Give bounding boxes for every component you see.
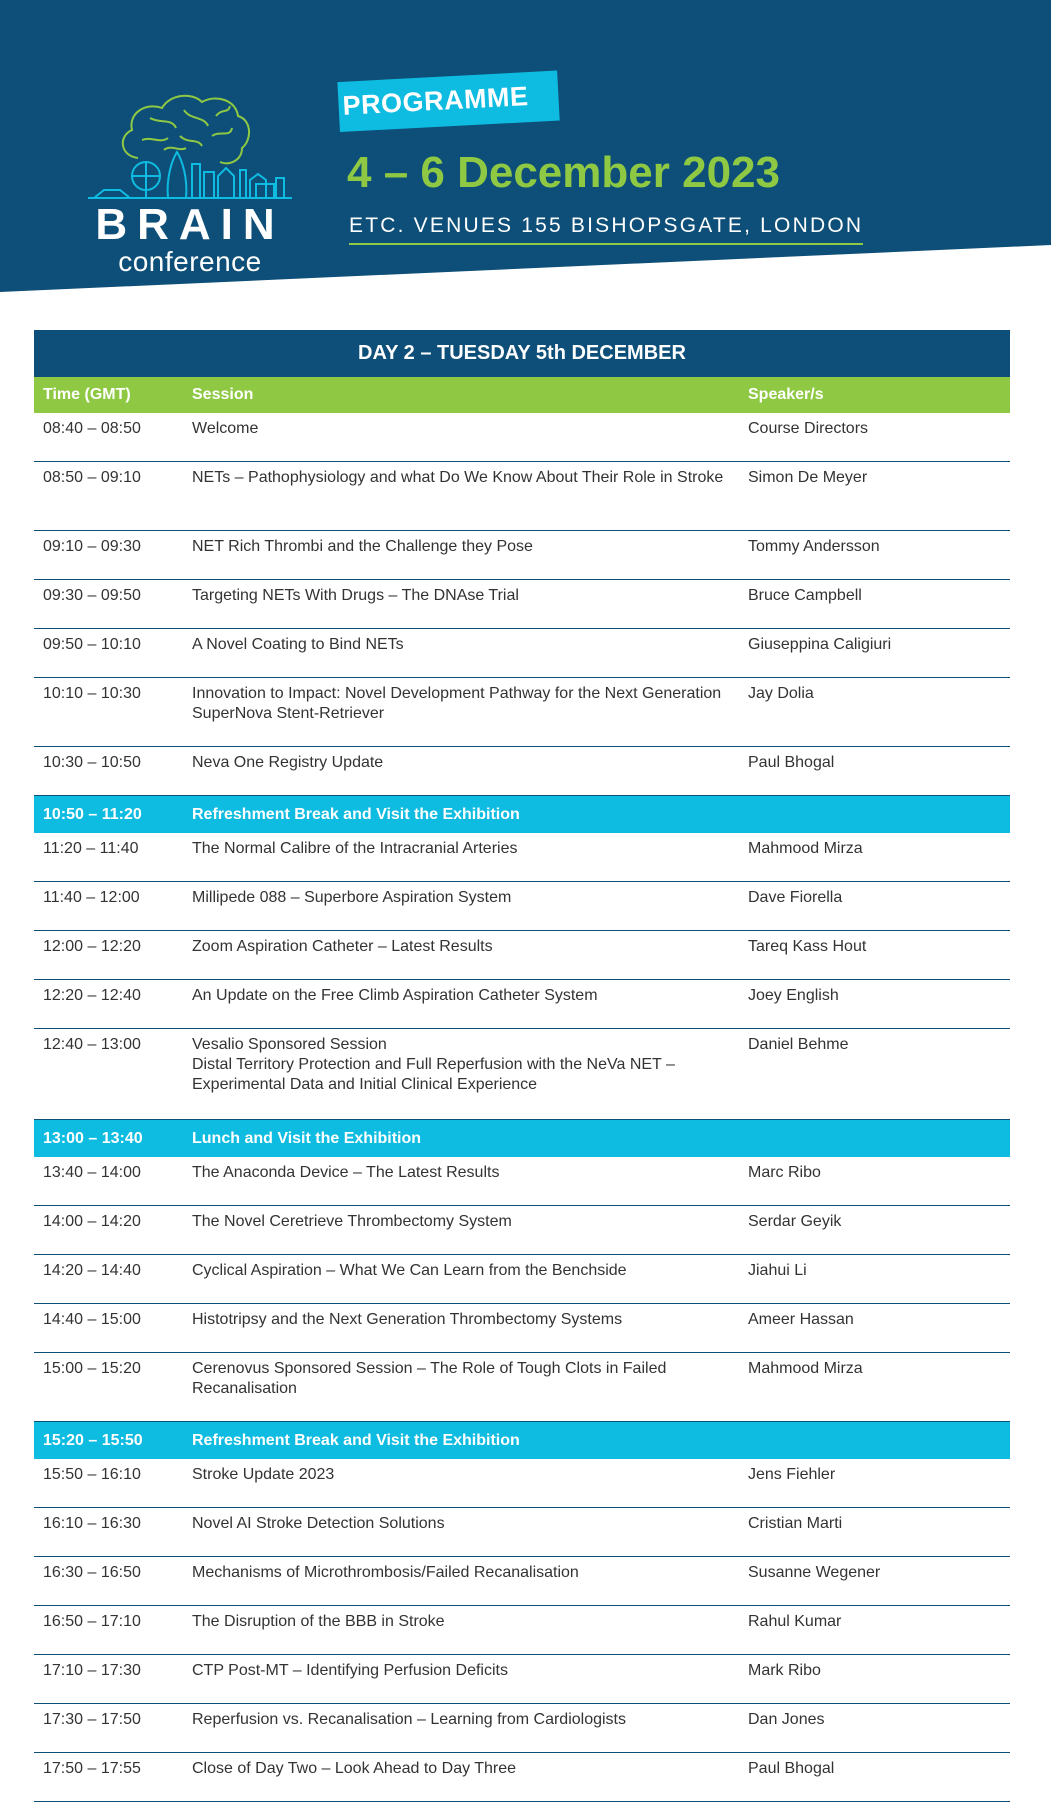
session-cell: The Novel Ceretrieve Thrombectomy System [192,1213,512,1230]
speaker-cell: Course Directors [748,420,869,437]
table-row [34,1353,1010,1422]
time-cell: 15:00 – 15:20 [43,1360,141,1377]
session-cell: Refreshment Break and Visit the Exhibition [192,1431,520,1449]
session-cell: Cerenovus Sponsored Session – The Role of Tough Clots in Failed Recanalisation [192,1360,667,1397]
speaker-cell: Mark Ribo [748,1662,821,1679]
session-cell: NETs – Pathophysiology and what Do We Know About Their Role in Stroke [192,469,724,486]
speaker-cell: Dan Jones [748,1711,825,1728]
time-cell: 14:00 – 14:20 [43,1213,141,1230]
table-row [34,1753,1010,1802]
table-row [34,1206,1010,1255]
event-venue: ETC. VENUES 155 BISHOPSGATE, LONDON [349,214,863,245]
session-cell: The Anaconda Device – The Latest Results [192,1164,500,1181]
logo-subtitle: conference [118,246,262,277]
speaker-cell: Marc Ribo [748,1164,821,1181]
session-cell: Mechanisms of Microthrombosis/Failed Recanalisation [192,1564,579,1581]
speaker-cell: Simon De Meyer [748,469,868,486]
speaker-cell: Mahmood Mirza [748,1360,863,1377]
session-cell: CTP Post-MT – Identifying Perfusion Deficits [192,1662,508,1679]
session-cell: Histotripsy and the Next Generation Thrombectomy Systems [192,1311,623,1328]
table-row [34,931,1010,980]
speaker-cell: Ameer Hassan [748,1311,854,1328]
session-cell: Close of Day Two – Look Ahead to Day Three [192,1760,517,1777]
speaker-cell: Paul Bhogal [748,754,835,771]
event-dates: 4 – 6 December 2023 [347,148,780,197]
session-cell: NET Rich Thrombi and the Challenge they Pose [192,538,533,555]
time-cell: 10:10 – 10:30 [43,685,141,702]
time-cell: 13:40 – 14:00 [43,1164,141,1181]
time-cell: 10:50 – 11:20 [43,805,142,823]
table-row [34,1304,1010,1353]
time-cell: 11:20 – 11:40 [43,840,139,857]
time-cell: 09:50 – 10:10 [43,636,141,653]
speaker-cell: Serdar Geyik [748,1213,842,1230]
session-cell: Lunch and Visit the Exhibition [192,1129,422,1147]
speaker-cell: Tommy Andersson [748,538,880,555]
table-row [34,1029,1010,1120]
time-cell: 14:20 – 14:40 [43,1262,141,1279]
time-cell: 08:50 – 09:10 [43,469,141,486]
table-row [34,1704,1010,1753]
table-row [34,1508,1010,1557]
session-cell: The Disruption of the BBB in Stroke [192,1613,445,1630]
time-cell: 11:40 – 12:00 [43,889,140,906]
programme-label: PROGRAMME [341,81,530,121]
header-time: Time (GMT) [43,386,131,403]
session-cell: Innovation to Impact: Novel Development Pathway for the Next Generation SuperNova Stent-Retriever [192,685,722,722]
table-body [34,413,1010,1802]
time-cell: 08:40 – 08:50 [43,420,141,437]
table-row [34,413,1010,462]
session-cell: Neva One Registry Update [192,754,384,771]
break-row [34,1120,1010,1157]
session-cell: Novel AI Stroke Detection Solutions [192,1515,445,1532]
session-cell: Zoom Aspiration Catheter – Latest Results [192,938,493,955]
time-cell: 17:30 – 17:50 [43,1711,141,1728]
time-cell: 09:30 – 09:50 [43,587,141,604]
speaker-cell: Jay Dolia [748,685,814,702]
speaker-cell: Joey English [748,987,839,1004]
brain-skyline-icon [80,88,300,213]
table-row [34,747,1010,796]
session-cell: Refreshment Break and Visit the Exhibition [192,805,520,823]
speaker-cell: Susanne Wegener [748,1564,881,1581]
time-cell: 16:10 – 16:30 [43,1515,141,1532]
header-speaker: Speaker/s [748,386,824,403]
time-cell: 16:50 – 17:10 [43,1613,141,1630]
time-cell: 12:20 – 12:40 [43,987,141,1004]
time-cell: 17:50 – 17:55 [43,1760,141,1777]
speaker-cell: Mahmood Mirza [748,840,863,857]
time-cell: 15:50 – 16:10 [43,1466,141,1483]
time-cell: 16:30 – 16:50 [43,1564,141,1581]
time-cell: 09:10 – 09:30 [43,538,141,555]
table-row [34,531,1010,580]
table-row [34,980,1010,1029]
speaker-cell: Cristian Marti [748,1515,843,1532]
speaker-cell: Rahul Kumar [748,1613,842,1630]
speaker-cell: Daniel Behme [748,1036,849,1053]
table-row [34,1157,1010,1206]
table-header-row [34,377,1010,413]
session-cell: An Update on the Free Climb Aspiration Catheter System [192,987,598,1004]
time-cell: 12:40 – 13:00 [43,1036,141,1053]
speaker-cell: Paul Bhogal [748,1760,835,1777]
table-row [34,462,1010,531]
session-cell: Targeting NETs With Drugs – The DNAse Trial [192,587,519,604]
break-row [34,796,1010,833]
session-cell: Cyclical Aspiration – What We Can Learn from the Benchside [192,1262,627,1279]
session-cell: Vesalio Sponsored Session Distal Territory Protection and Full Reperfusion with the NeVa NET – Experimental Data and Initial Clinical Experience [192,1036,675,1093]
session-cell: Stroke Update 2023 [192,1466,335,1483]
brain-conference-logo [80,88,300,278]
time-cell: 15:20 – 15:50 [43,1431,143,1449]
table-row [34,1557,1010,1606]
table-row [34,833,1010,882]
break-row [34,1422,1010,1459]
session-cell: Reperfusion vs. Recanalisation – Learning from Cardiologists [192,1711,626,1728]
session-cell: The Normal Calibre of the Intracranial Arteries [192,840,518,857]
time-cell: 13:00 – 13:40 [43,1129,143,1147]
session-cell: Welcome [192,420,259,437]
speaker-cell: Dave Fiorella [748,889,843,906]
table-row [34,1606,1010,1655]
speaker-cell: Bruce Campbell [748,587,862,604]
table-row [34,678,1010,747]
logo-wordmark: BRAIN [95,200,285,249]
speaker-cell: Jiahui Li [748,1262,807,1279]
table-row [34,1655,1010,1704]
time-cell: 12:00 – 12:20 [43,938,141,955]
header-session: Session [192,386,254,403]
table-row [34,882,1010,931]
table-row [34,580,1010,629]
table-row [34,1459,1010,1508]
table-row [34,629,1010,678]
session-cell: Millipede 088 – Superbore Aspiration System [192,889,512,906]
speaker-cell: Giuseppina Caligiuri [748,636,892,653]
speaker-cell: Jens Fiehler [748,1466,836,1483]
day-title: DAY 2 – TUESDAY 5th DECEMBER [34,330,1010,377]
table-row [34,1255,1010,1304]
speaker-cell: Tareq Kass Hout [748,938,867,955]
programme-table [34,330,1010,1802]
session-cell: A Novel Coating to Bind NETs [192,636,404,653]
time-cell: 14:40 – 15:00 [43,1311,141,1328]
time-cell: 10:30 – 10:50 [43,754,141,771]
time-cell: 17:10 – 17:30 [43,1662,141,1679]
